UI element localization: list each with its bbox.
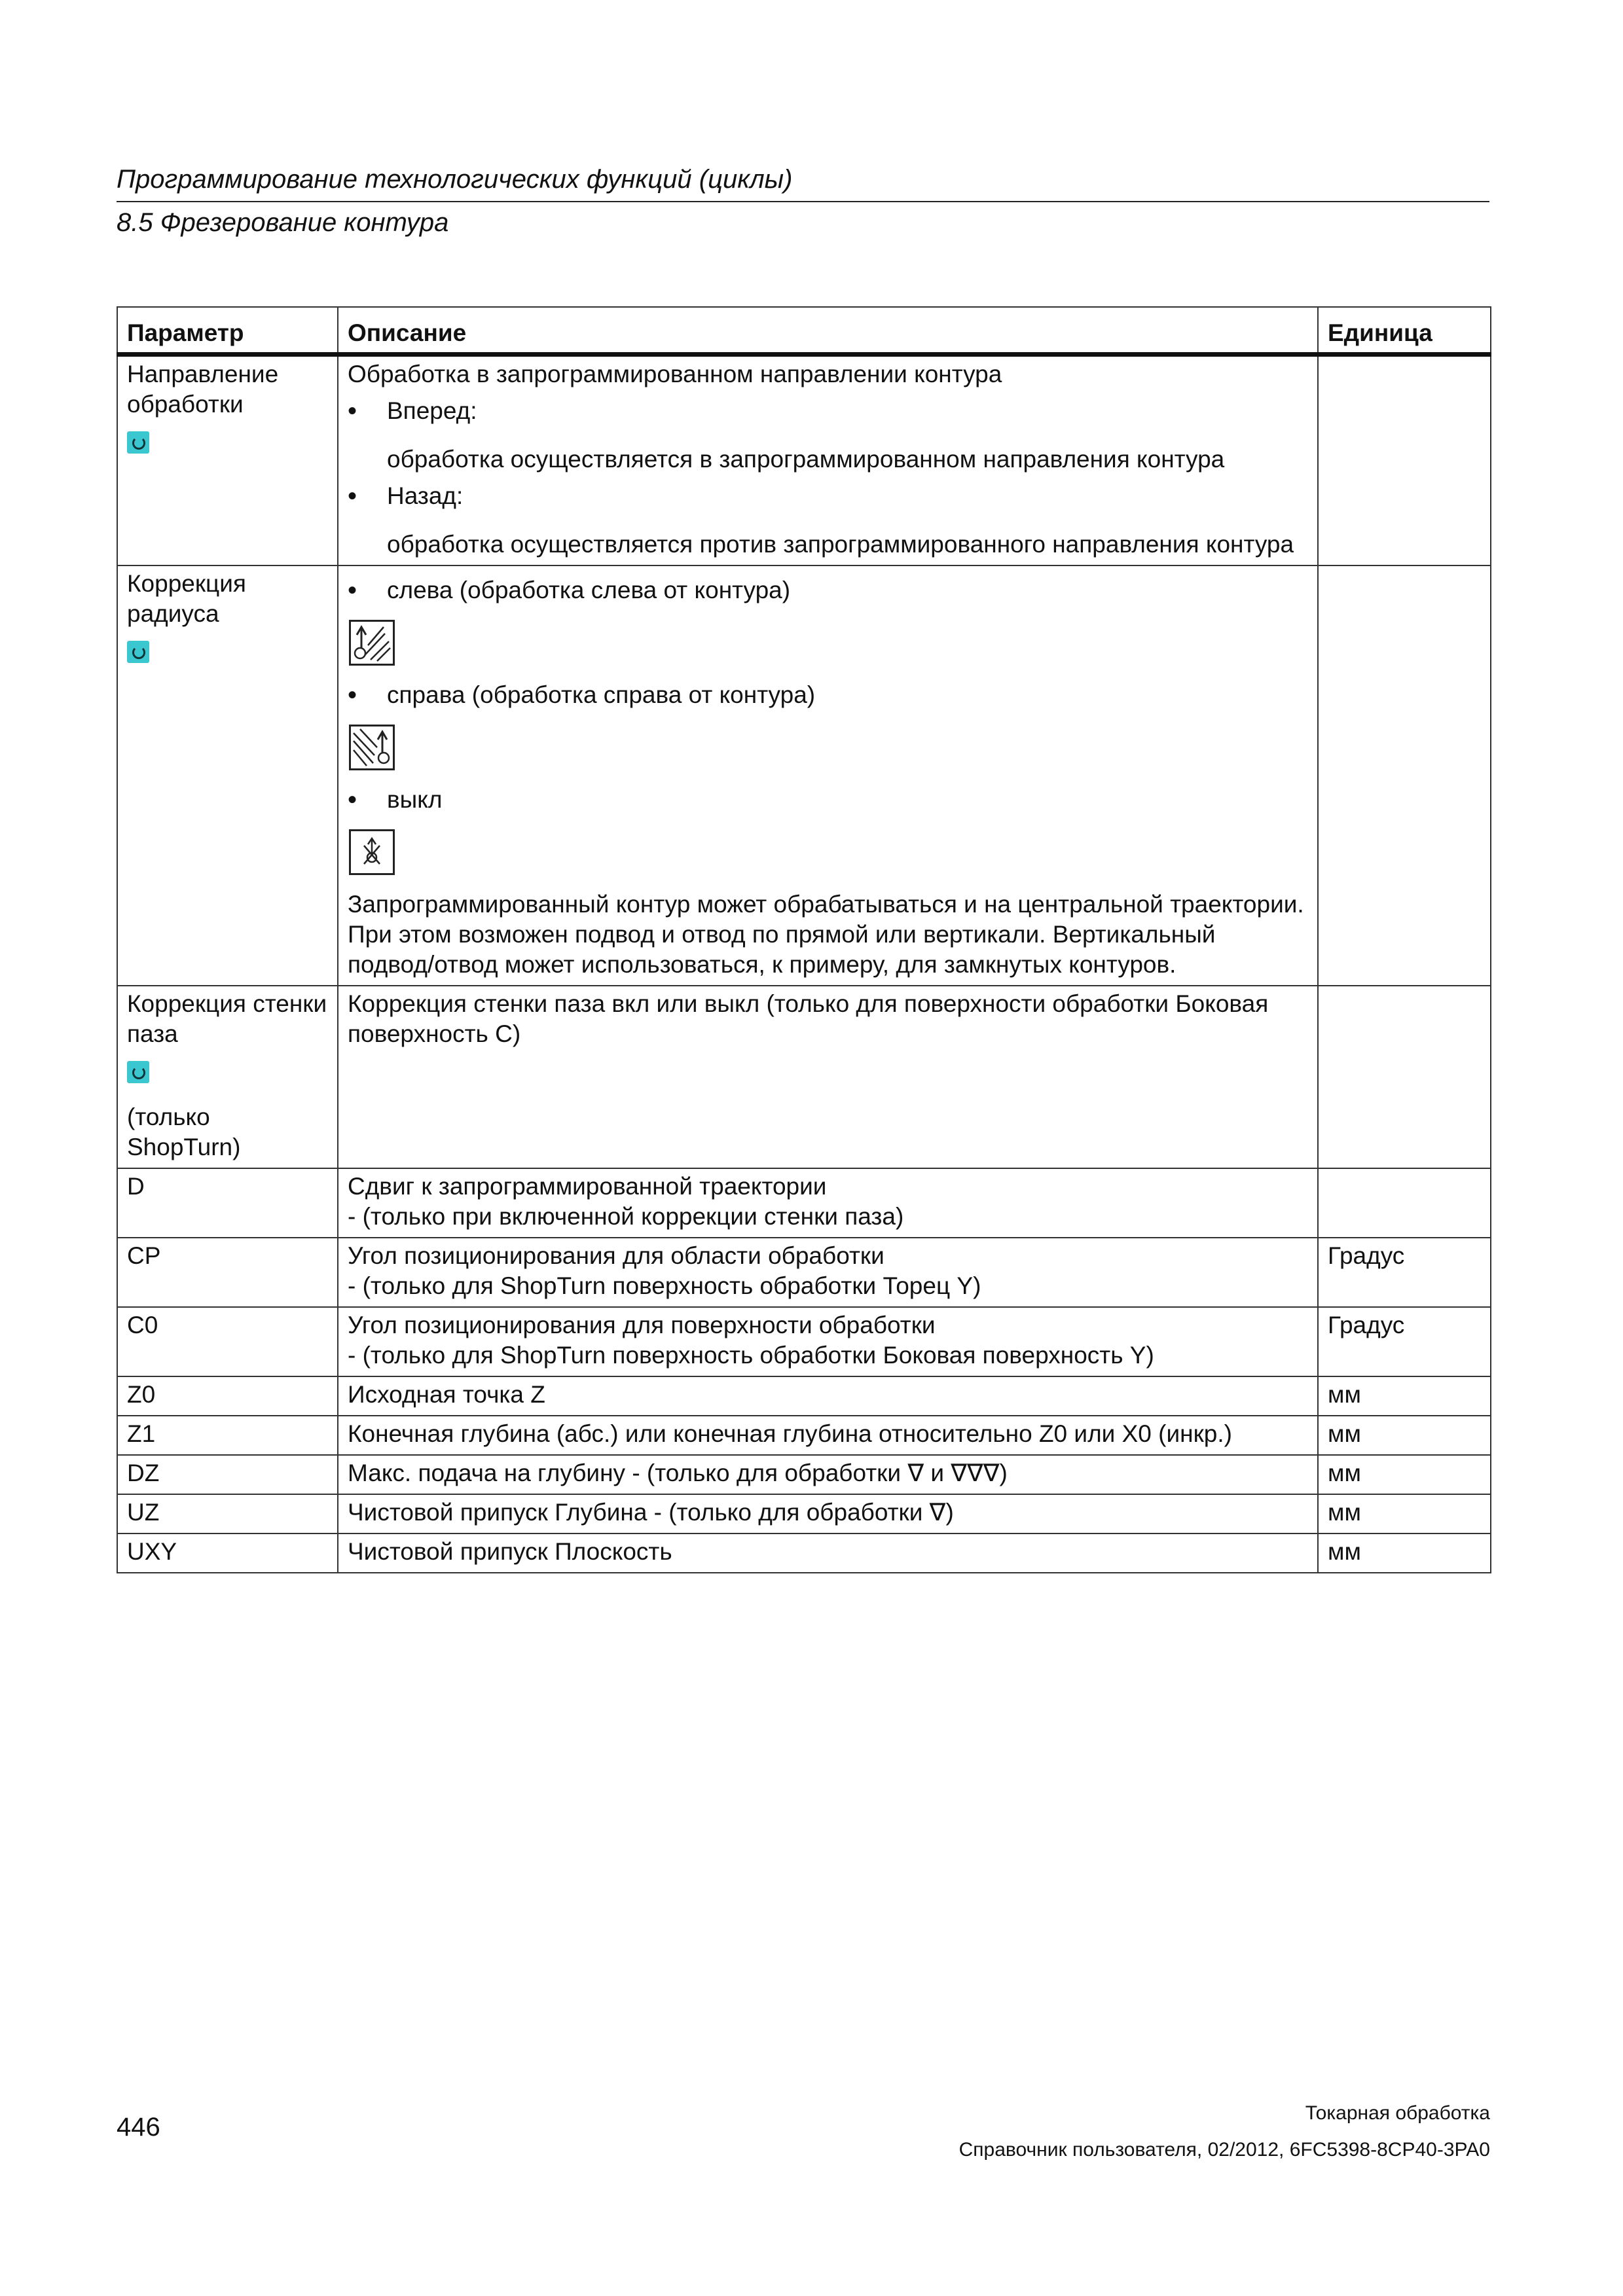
desc-cell — [338, 1238, 1318, 1307]
desc-cell: Исходная точка Z — [338, 1376, 1318, 1416]
desc-text: Запрограммированный контур может обрабатываться и на центральной траектории. При этом возможен подвод и отвод по прямой или вертикали. Вертикальный подвод/отвод может использоваться, к примеру, для замкнутых контуров. — [348, 891, 1304, 978]
table-row — [117, 1307, 1491, 1376]
unit-cell — [1318, 355, 1491, 566]
table-row-radius-comp — [117, 565, 1491, 986]
bullet-item: • Назад: — [348, 481, 1308, 511]
desc-text: Коррекция стенки паза вкл или выкл (только для поверхности обработки Боковая поверхность С) — [348, 990, 1269, 1047]
unit-cell: Градус — [1318, 1238, 1491, 1307]
column-header-unit: Единица — [1318, 307, 1491, 355]
bullet-item: • Вперед: — [348, 396, 1308, 426]
param-cell: DZ — [117, 1455, 338, 1494]
unit-cell — [1318, 986, 1491, 1168]
toggle-icon — [127, 1061, 149, 1083]
radius-comp-right-icon — [349, 725, 395, 770]
desc-line: Сдвиг к запрограммированной траектории — [348, 1173, 827, 1200]
param-cell: D — [117, 1168, 338, 1238]
param-cell — [117, 986, 338, 1168]
desc-cell: Чистовой припуск Плоскость — [338, 1534, 1318, 1573]
desc-cell: Конечная глубина (абс.) или конечная глубина относительно Z0 или X0 (инкр.) — [338, 1416, 1318, 1455]
param-label: Направление обработки — [127, 361, 279, 418]
param-label: Коррекция радиуса — [127, 570, 246, 627]
bullet-item: • справа (обработка справа от контура) — [348, 680, 1308, 710]
table-row — [117, 1455, 1491, 1494]
table-row — [117, 1376, 1491, 1416]
param-cell: Z1 — [117, 1416, 338, 1455]
unit-cell: мм — [1318, 1376, 1491, 1416]
parameter-table — [117, 306, 1491, 1573]
desc-line: - (только для ShopTurn поверхность обработки Боковая поверхность Y) — [348, 1342, 1154, 1369]
toggle-icon — [127, 641, 149, 663]
section-title: 8.5 Фрезерование контура — [117, 208, 449, 237]
unit-cell — [1318, 565, 1491, 986]
unit-cell — [1318, 1168, 1491, 1238]
bullet-detail: обработка осуществляется в запрограммированном направления контура — [387, 446, 1225, 473]
table-row — [117, 1238, 1491, 1307]
table-row-direction — [117, 355, 1491, 566]
table-header-row — [117, 307, 1491, 355]
table-row — [117, 1416, 1491, 1455]
table-row — [117, 1168, 1491, 1238]
desc-cell: Макс. подача на глубину - (только для обработки ∇ и ∇∇∇) — [338, 1455, 1318, 1494]
page-number: 446 — [117, 2113, 160, 2142]
unit-cell: мм — [1318, 1534, 1491, 1573]
table-row — [117, 1534, 1491, 1573]
desc-text: Обработка в запрограммированном направлении контура — [348, 361, 1002, 387]
param-cell: UZ — [117, 1494, 338, 1534]
desc-line: Угол позиционирования для области обработки — [348, 1242, 884, 1269]
desc-line: - (только при включенной коррекции стенки паза) — [348, 1203, 904, 1230]
chapter-title: Программирование технологических функций (циклы) — [117, 165, 793, 194]
desc-cell — [338, 1168, 1318, 1238]
desc-cell — [338, 565, 1318, 986]
column-header-desc: Описание — [338, 307, 1318, 355]
desc-line: - (только для ShopTurn поверхность обработки Торец Y) — [348, 1272, 981, 1299]
unit-cell: Градус — [1318, 1307, 1491, 1376]
column-header-param: Параметр — [117, 307, 338, 355]
table-row-slot-wall — [117, 986, 1491, 1168]
desc-cell — [338, 1307, 1318, 1376]
unit-cell: мм — [1318, 1455, 1491, 1494]
param-note: (только ShopTurn) — [127, 1103, 241, 1160]
param-label: Коррекция стенки паза — [127, 990, 327, 1047]
desc-cell — [338, 986, 1318, 1168]
param-cell: CP — [117, 1238, 338, 1307]
desc-cell: Чистовой припуск Глубина - (только для обработки ∇) — [338, 1494, 1318, 1534]
footer-manual: Справочник пользователя, 02/2012, 6FC5398-8CP40-3PA0 — [958, 2139, 1490, 2161]
desc-cell — [338, 355, 1318, 566]
radius-comp-left-icon — [349, 620, 395, 666]
bullet-item: • слева (обработка слева от контура) — [348, 575, 1308, 605]
footer-product: Токарная обработка — [1305, 2102, 1490, 2124]
radius-comp-off-icon — [349, 829, 395, 875]
param-cell: UXY — [117, 1534, 338, 1573]
bullet-detail: обработка осуществляется против запрограммированного направления контура — [387, 531, 1294, 558]
unit-cell: мм — [1318, 1416, 1491, 1455]
bullet-item: • выкл — [348, 785, 1308, 815]
param-cell — [117, 565, 338, 986]
desc-line: Угол позиционирования для поверхности обработки — [348, 1312, 936, 1338]
param-cell — [117, 355, 338, 566]
param-cell: Z0 — [117, 1376, 338, 1416]
toggle-icon — [127, 431, 149, 454]
header-rule — [117, 201, 1489, 202]
param-cell: C0 — [117, 1307, 338, 1376]
unit-cell: мм — [1318, 1494, 1491, 1534]
table-row — [117, 1494, 1491, 1534]
